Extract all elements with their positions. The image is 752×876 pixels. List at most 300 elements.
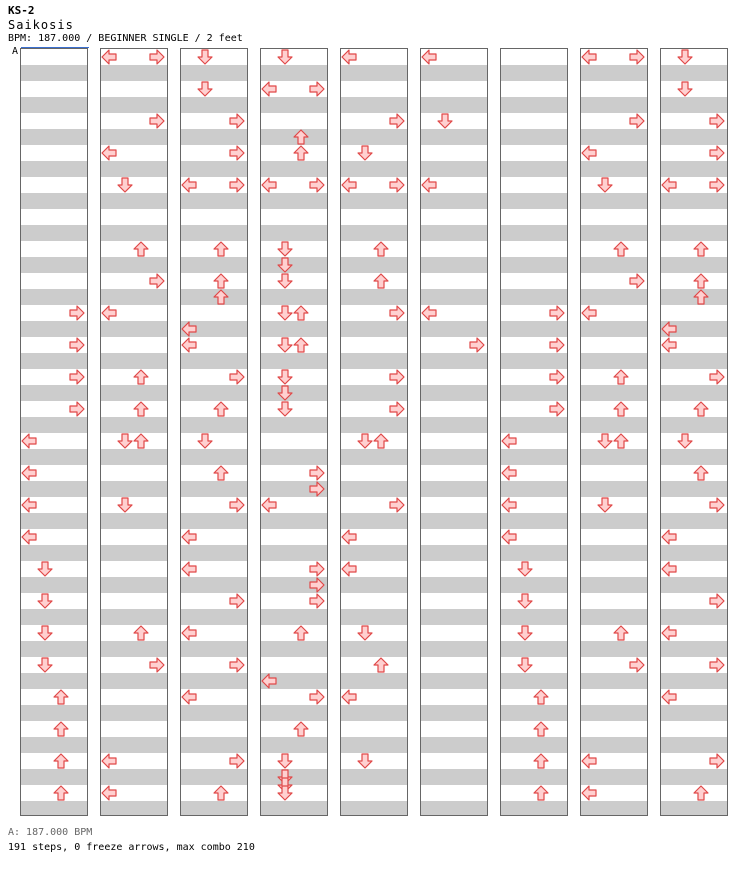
down-arrow-icon: [117, 497, 133, 513]
beat-band: [101, 769, 167, 785]
right-arrow-icon: [69, 401, 85, 417]
beat-band: [101, 513, 167, 529]
left-arrow-icon: [501, 465, 517, 481]
up-arrow-icon: [293, 625, 309, 641]
right-arrow-icon: [709, 497, 725, 513]
beat-band: [181, 545, 247, 561]
down-arrow-icon: [277, 385, 293, 401]
beat-band: [581, 353, 647, 369]
left-arrow-icon: [501, 529, 517, 545]
right-arrow-icon: [549, 305, 565, 321]
beat-band: [661, 481, 727, 497]
right-arrow-icon: [229, 593, 245, 609]
beat-band: [181, 737, 247, 753]
left-arrow-icon: [21, 497, 37, 513]
beat-band: [181, 257, 247, 273]
step-stats: 191 steps, 0 freeze arrows, max combo 210: [8, 842, 255, 853]
beat-band: [661, 225, 727, 241]
up-arrow-icon: [53, 689, 69, 705]
down-arrow-icon: [277, 241, 293, 257]
beat-band: [21, 481, 87, 497]
beat-band: [501, 513, 567, 529]
left-arrow-icon: [101, 145, 117, 161]
down-arrow-icon: [277, 273, 293, 289]
left-arrow-icon: [21, 433, 37, 449]
beat-band: [101, 385, 167, 401]
up-arrow-icon: [693, 401, 709, 417]
beat-band: [661, 609, 727, 625]
left-arrow-icon: [501, 433, 517, 449]
beat-band: [21, 705, 87, 721]
down-arrow-icon: [517, 625, 533, 641]
beat-band: [181, 577, 247, 593]
down-arrow-icon: [197, 81, 213, 97]
beat-band: [581, 161, 647, 177]
right-arrow-icon: [149, 657, 165, 673]
left-arrow-icon: [261, 497, 277, 513]
right-arrow-icon: [709, 145, 725, 161]
beat-band: [661, 641, 727, 657]
up-arrow-icon: [293, 129, 309, 145]
beat-band: [421, 289, 487, 305]
beat-band: [21, 161, 87, 177]
left-arrow-icon: [661, 561, 677, 577]
beat-band: [101, 673, 167, 689]
beat-band: [101, 65, 167, 81]
beat-band: [21, 65, 87, 81]
up-arrow-icon: [373, 241, 389, 257]
chart-column: [100, 48, 168, 816]
beat-band: [581, 513, 647, 529]
left-arrow-icon: [341, 49, 357, 65]
beat-band: [581, 417, 647, 433]
beat-band: [261, 225, 327, 241]
left-arrow-icon: [661, 321, 677, 337]
up-arrow-icon: [293, 721, 309, 737]
beat-band: [581, 289, 647, 305]
up-arrow-icon: [133, 241, 149, 257]
up-arrow-icon: [693, 785, 709, 801]
chart-column: [420, 48, 488, 816]
beat-band: [21, 193, 87, 209]
up-arrow-icon: [213, 401, 229, 417]
beat-band: [661, 705, 727, 721]
beat-band: [181, 673, 247, 689]
right-arrow-icon: [709, 177, 725, 193]
beat-band: [421, 225, 487, 241]
right-arrow-icon: [229, 657, 245, 673]
up-arrow-icon: [293, 145, 309, 161]
beat-band: [581, 321, 647, 337]
beat-band: [181, 417, 247, 433]
beat-band: [101, 321, 167, 337]
down-arrow-icon: [277, 305, 293, 321]
beat-band: [21, 513, 87, 529]
bpm-marker-label: A: [12, 46, 19, 57]
beat-band: [181, 193, 247, 209]
beat-band: [341, 513, 407, 529]
down-arrow-icon: [277, 49, 293, 65]
left-arrow-icon: [421, 305, 437, 321]
up-arrow-icon: [533, 689, 549, 705]
beat-band: [581, 737, 647, 753]
beat-band: [341, 257, 407, 273]
beat-band: [261, 97, 327, 113]
left-arrow-icon: [181, 337, 197, 353]
beat-band: [261, 385, 327, 401]
right-arrow-icon: [629, 113, 645, 129]
beat-band: [581, 225, 647, 241]
right-arrow-icon: [69, 305, 85, 321]
left-arrow-icon: [581, 49, 597, 65]
beat-band: [341, 321, 407, 337]
beat-band: [21, 353, 87, 369]
beat-band: [581, 385, 647, 401]
up-arrow-icon: [693, 289, 709, 305]
right-arrow-icon: [629, 273, 645, 289]
beat-band: [581, 769, 647, 785]
right-arrow-icon: [709, 753, 725, 769]
down-arrow-icon: [597, 497, 613, 513]
right-arrow-icon: [149, 273, 165, 289]
up-arrow-icon: [693, 273, 709, 289]
beat-band: [341, 65, 407, 81]
beat-band: [421, 257, 487, 273]
right-arrow-icon: [229, 177, 245, 193]
up-arrow-icon: [213, 241, 229, 257]
up-arrow-icon: [133, 433, 149, 449]
beat-band: [21, 609, 87, 625]
beat-band: [181, 129, 247, 145]
beat-band: [501, 449, 567, 465]
beat-band: [181, 353, 247, 369]
left-arrow-icon: [661, 689, 677, 705]
beat-band: [501, 577, 567, 593]
left-arrow-icon: [181, 177, 197, 193]
beat-band: [661, 353, 727, 369]
beat-band: [581, 673, 647, 689]
beat-band: [581, 641, 647, 657]
up-arrow-icon: [533, 721, 549, 737]
beat-band: [101, 289, 167, 305]
chart-column: [660, 48, 728, 816]
beat-band: [661, 801, 727, 816]
beat-band: [661, 769, 727, 785]
beat-band: [501, 353, 567, 369]
beat-band: [661, 737, 727, 753]
right-arrow-icon: [709, 657, 725, 673]
beat-band: [261, 161, 327, 177]
left-arrow-icon: [101, 49, 117, 65]
beat-band: [181, 641, 247, 657]
beat-band: [181, 801, 247, 816]
up-arrow-icon: [613, 401, 629, 417]
left-arrow-icon: [341, 561, 357, 577]
beat-band: [501, 641, 567, 657]
beat-band: [501, 801, 567, 816]
down-arrow-icon: [677, 49, 693, 65]
beat-band: [261, 65, 327, 81]
beat-band: [261, 737, 327, 753]
up-arrow-icon: [53, 785, 69, 801]
beat-band: [501, 769, 567, 785]
left-arrow-icon: [341, 529, 357, 545]
left-arrow-icon: [661, 529, 677, 545]
right-arrow-icon: [309, 177, 325, 193]
beat-band: [101, 705, 167, 721]
down-arrow-icon: [357, 433, 373, 449]
beat-band: [261, 513, 327, 529]
beat-band: [21, 129, 87, 145]
right-arrow-icon: [549, 369, 565, 385]
beat-band: [421, 673, 487, 689]
down-arrow-icon: [37, 625, 53, 641]
down-arrow-icon: [277, 401, 293, 417]
up-arrow-icon: [693, 241, 709, 257]
up-arrow-icon: [613, 625, 629, 641]
chart-column: [260, 48, 328, 816]
down-arrow-icon: [677, 433, 693, 449]
left-arrow-icon: [341, 177, 357, 193]
left-arrow-icon: [181, 689, 197, 705]
bpm-marker-line: [21, 47, 89, 48]
beat-band: [101, 545, 167, 561]
beat-band: [581, 545, 647, 561]
beat-band: [101, 193, 167, 209]
beat-band: [261, 449, 327, 465]
right-arrow-icon: [229, 145, 245, 161]
beat-band: [581, 97, 647, 113]
down-arrow-icon: [357, 753, 373, 769]
beat-band: [661, 673, 727, 689]
bpm-summary: A: 187.000 BPM: [8, 827, 93, 838]
right-arrow-icon: [309, 689, 325, 705]
beat-band: [181, 161, 247, 177]
beat-band: [21, 385, 87, 401]
beat-band: [501, 609, 567, 625]
up-arrow-icon: [133, 625, 149, 641]
beat-band: [501, 385, 567, 401]
left-arrow-icon: [21, 465, 37, 481]
beat-band: [661, 449, 727, 465]
up-arrow-icon: [373, 657, 389, 673]
down-arrow-icon: [597, 177, 613, 193]
left-arrow-icon: [341, 689, 357, 705]
beat-band: [261, 545, 327, 561]
beat-band: [21, 673, 87, 689]
up-arrow-icon: [53, 721, 69, 737]
down-arrow-icon: [37, 657, 53, 673]
beat-band: [501, 161, 567, 177]
right-arrow-icon: [389, 113, 405, 129]
beat-band: [101, 161, 167, 177]
chart-code: KS-2: [8, 4, 35, 17]
beat-band: [421, 609, 487, 625]
beat-band: [421, 97, 487, 113]
beat-band: [501, 321, 567, 337]
left-arrow-icon: [421, 177, 437, 193]
beat-band: [341, 641, 407, 657]
up-arrow-icon: [213, 289, 229, 305]
beat-band: [661, 193, 727, 209]
beat-band: [581, 801, 647, 816]
right-arrow-icon: [709, 113, 725, 129]
down-arrow-icon: [37, 593, 53, 609]
right-arrow-icon: [549, 337, 565, 353]
beat-band: [581, 129, 647, 145]
down-arrow-icon: [37, 561, 53, 577]
beat-band: [101, 801, 167, 816]
left-arrow-icon: [181, 321, 197, 337]
up-arrow-icon: [53, 753, 69, 769]
down-arrow-icon: [277, 257, 293, 273]
beat-band: [341, 609, 407, 625]
beat-band: [101, 609, 167, 625]
beat-band: [341, 673, 407, 689]
right-arrow-icon: [229, 113, 245, 129]
beat-band: [21, 321, 87, 337]
beat-band: [181, 385, 247, 401]
beat-band: [661, 257, 727, 273]
left-arrow-icon: [581, 145, 597, 161]
right-arrow-icon: [629, 49, 645, 65]
beat-band: [341, 705, 407, 721]
beat-band: [21, 577, 87, 593]
left-arrow-icon: [101, 305, 117, 321]
beat-band: [21, 801, 87, 816]
down-arrow-icon: [357, 625, 373, 641]
beat-band: [101, 225, 167, 241]
beat-band: [421, 161, 487, 177]
right-arrow-icon: [309, 561, 325, 577]
up-arrow-icon: [213, 465, 229, 481]
beat-band: [181, 705, 247, 721]
up-arrow-icon: [213, 785, 229, 801]
right-arrow-icon: [309, 465, 325, 481]
right-arrow-icon: [149, 113, 165, 129]
beat-band: [341, 225, 407, 241]
beat-band: [501, 417, 567, 433]
beat-band: [661, 161, 727, 177]
down-arrow-icon: [197, 433, 213, 449]
beat-band: [21, 257, 87, 273]
beat-band: [501, 225, 567, 241]
up-arrow-icon: [373, 273, 389, 289]
beat-band: [181, 609, 247, 625]
right-arrow-icon: [229, 497, 245, 513]
up-arrow-icon: [373, 433, 389, 449]
beat-band: [341, 577, 407, 593]
beat-band: [501, 673, 567, 689]
beat-band: [261, 417, 327, 433]
right-arrow-icon: [709, 369, 725, 385]
beat-band: [21, 545, 87, 561]
up-arrow-icon: [613, 433, 629, 449]
left-arrow-icon: [261, 177, 277, 193]
beat-band: [341, 97, 407, 113]
left-arrow-icon: [181, 529, 197, 545]
beat-band: [101, 641, 167, 657]
down-arrow-icon: [597, 433, 613, 449]
chart-footer: [8, 825, 255, 855]
down-arrow-icon: [277, 785, 293, 801]
beat-band: [341, 161, 407, 177]
left-arrow-icon: [261, 673, 277, 689]
beat-band: [21, 97, 87, 113]
right-arrow-icon: [69, 337, 85, 353]
beat-band: [341, 737, 407, 753]
beat-band: [261, 705, 327, 721]
beat-band: [101, 737, 167, 753]
down-arrow-icon: [677, 81, 693, 97]
beat-band: [661, 385, 727, 401]
right-arrow-icon: [549, 401, 565, 417]
beat-band: [421, 801, 487, 816]
beat-band: [501, 705, 567, 721]
left-arrow-icon: [421, 49, 437, 65]
beat-band: [661, 65, 727, 81]
beat-band: [421, 193, 487, 209]
down-arrow-icon: [357, 145, 373, 161]
beat-band: [501, 257, 567, 273]
left-arrow-icon: [101, 785, 117, 801]
beat-band: [421, 641, 487, 657]
up-arrow-icon: [293, 305, 309, 321]
left-arrow-icon: [181, 561, 197, 577]
beat-band: [421, 737, 487, 753]
right-arrow-icon: [309, 81, 325, 97]
beat-band: [101, 577, 167, 593]
beat-band: [341, 129, 407, 145]
up-arrow-icon: [693, 465, 709, 481]
beat-band: [661, 577, 727, 593]
beat-band: [21, 289, 87, 305]
down-arrow-icon: [517, 657, 533, 673]
beat-band: [261, 801, 327, 816]
beat-band: [501, 737, 567, 753]
left-arrow-icon: [21, 529, 37, 545]
down-arrow-icon: [277, 337, 293, 353]
beat-band: [181, 769, 247, 785]
beat-band: [501, 193, 567, 209]
beat-band: [101, 417, 167, 433]
chart-column: [180, 48, 248, 816]
beat-band: [421, 353, 487, 369]
down-arrow-icon: [197, 49, 213, 65]
beat-band: [261, 353, 327, 369]
beat-band: [421, 321, 487, 337]
beat-band: [501, 97, 567, 113]
beat-band: [21, 737, 87, 753]
right-arrow-icon: [709, 593, 725, 609]
left-arrow-icon: [581, 305, 597, 321]
beat-band: [341, 193, 407, 209]
beat-band: [21, 641, 87, 657]
right-arrow-icon: [309, 593, 325, 609]
right-arrow-icon: [309, 481, 325, 497]
up-arrow-icon: [293, 337, 309, 353]
beat-band: [261, 289, 327, 305]
up-arrow-icon: [133, 369, 149, 385]
up-arrow-icon: [133, 401, 149, 417]
chart-column: [20, 48, 88, 816]
right-arrow-icon: [309, 577, 325, 593]
up-arrow-icon: [533, 785, 549, 801]
beat-band: [21, 417, 87, 433]
beat-band: [341, 545, 407, 561]
down-arrow-icon: [517, 593, 533, 609]
beat-band: [181, 225, 247, 241]
